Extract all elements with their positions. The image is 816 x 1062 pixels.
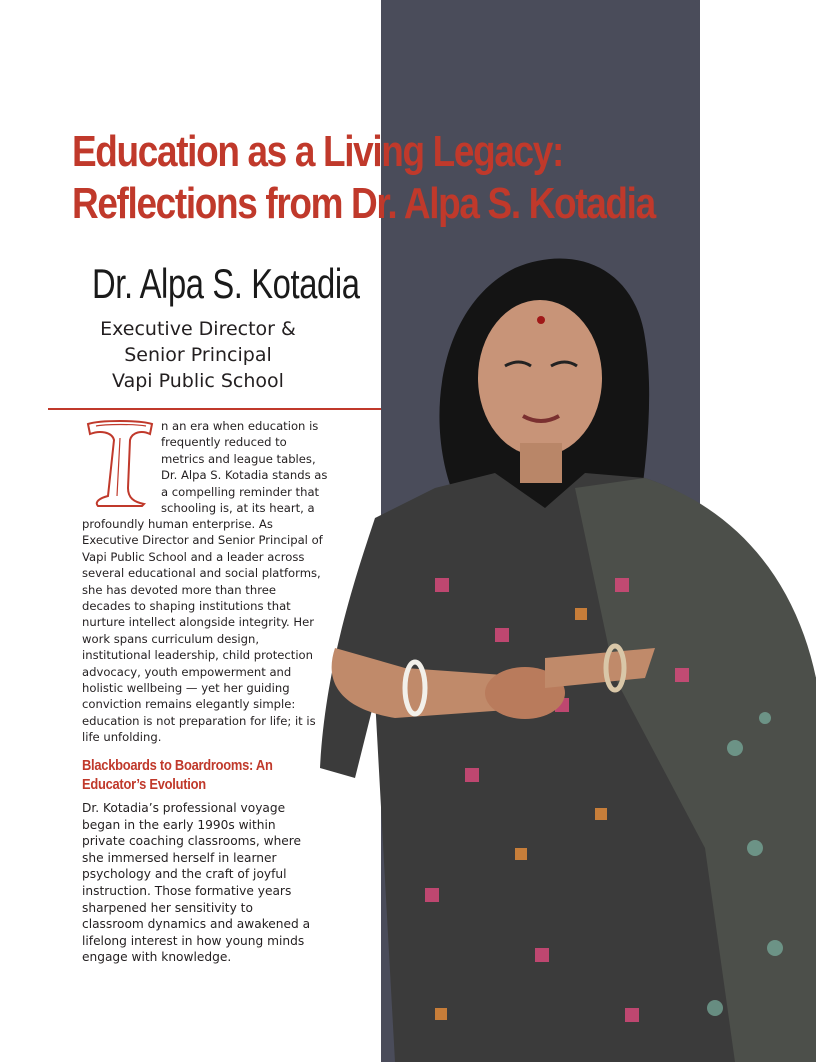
- headline-line-1: Education as a Living Legacy:: [72, 127, 563, 176]
- text-line: sharpened her sensitivity to: [82, 900, 253, 915]
- text-line: began in the early 1990s within: [82, 817, 276, 832]
- text-line: instruction. Those formative years: [82, 883, 292, 898]
- text-line: Vapi Public School and a leader across: [82, 549, 305, 564]
- text-line: Executive Director and Senior Principal of: [82, 533, 323, 548]
- text-line: decades to shaping institutions that: [82, 599, 291, 614]
- text-line: frequently reduced to: [161, 435, 287, 450]
- profile-titles: [48, 316, 348, 394]
- title-line-3: Vapi Public School: [112, 370, 284, 392]
- text-line: advocacy, youth empowerment and: [82, 664, 292, 679]
- text-line: work spans curriculum design,: [82, 631, 260, 646]
- text-line: Dr. Kotadia’s professional voyage: [82, 801, 286, 815]
- section-paragraph: [82, 800, 310, 966]
- section-heading: [82, 756, 273, 794]
- text-line: nurture intellect alongside integrity. Her: [82, 615, 315, 630]
- text-line: education is not preparation for life; it is: [82, 713, 316, 728]
- profile-name: Dr. Alpa S. Kotadia: [92, 260, 360, 307]
- text-line: n an era when education is: [161, 419, 319, 433]
- section-heading-line-2: Educator’s Evolution: [82, 776, 206, 794]
- text-line: schooling is, at its heart, a: [161, 501, 315, 516]
- section-heading-line-1: Blackboards to Boardrooms: An: [82, 757, 273, 775]
- text-line: Dr. Alpa S. Kotadia stands as: [161, 468, 328, 483]
- dropcap-letter: [84, 418, 156, 508]
- text-line: engage with knowledge.: [82, 950, 232, 965]
- text-line: conviction remains elegantly simple:: [82, 697, 296, 712]
- section-divider: [48, 408, 381, 410]
- text-line: she has devoted more than three: [82, 582, 276, 597]
- text-line: lifelong interest in how young minds: [82, 933, 305, 948]
- text-line: psychology and the craft of joyful: [82, 867, 287, 882]
- headline-line-2: Reflections from Dr. Alpa S. Kotadia: [72, 179, 655, 228]
- intro-beside-dropcap: [161, 418, 327, 516]
- text-line: metrics and league tables,: [161, 451, 316, 466]
- text-line: several educational and social platforms,: [82, 566, 321, 581]
- intro-paragraph: [82, 516, 323, 746]
- text-line: institutional leadership, child protection: [82, 648, 313, 663]
- title-line-2: Senior Principal: [124, 344, 272, 366]
- text-line: she immersed herself in learner: [82, 850, 277, 865]
- title-line-1: Executive Director &: [100, 318, 296, 340]
- text-line: life unfolding.: [82, 730, 162, 745]
- text-line: a compelling reminder that: [161, 484, 320, 499]
- text-line: holistic wellbeing — yet her guiding: [82, 681, 290, 696]
- text-line: profoundly human enterprise. As: [82, 517, 273, 531]
- portrait-photo: [315, 248, 816, 1062]
- headline: [72, 126, 660, 230]
- text-line: private coaching classrooms, where: [82, 834, 302, 849]
- text-line: classroom dynamics and awakened a: [82, 917, 311, 932]
